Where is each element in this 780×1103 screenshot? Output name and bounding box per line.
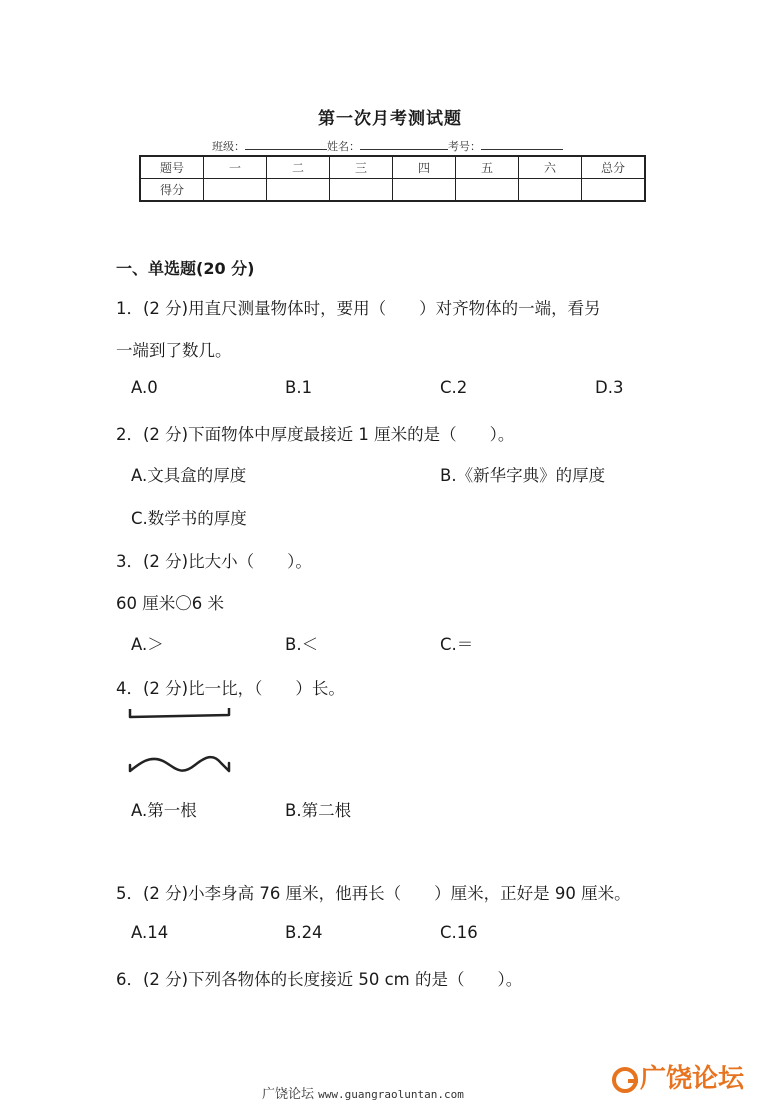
score-table-cell: 总分 [582,156,646,179]
class-label: 班级： [212,140,245,153]
question-6-text: 6．(2 分)下列各物体的长度接近 50 cm 的是（ ）。 [116,970,523,989]
score-input-cell[interactable] [330,179,393,202]
question-3-comparison: 60 厘米〇6 米 [116,594,224,613]
question-1-option-b[interactable]: B.1 [285,378,313,397]
score-input-cell[interactable] [456,179,519,202]
wavy-line-figure [130,757,229,771]
site-logo [612,1058,744,1095]
question-4-option-a[interactable]: A.第一根 [131,801,197,820]
logo-text: 广饶论坛 [640,1064,745,1094]
question-5-text: 5．(2 分)小李身高 76 厘米，他再长（ ）厘米，正好是 90 厘米。 [116,884,631,903]
score-table-cell: 一 [204,156,267,179]
question-2-option-c[interactable]: C.数学书的厚度 [131,509,247,528]
question-2-text: 2．(2 分)下面物体中厚度最接近 1 厘米的是（ ）。 [116,425,515,444]
question-3-option-a[interactable]: A.＞ [131,635,164,654]
page-title: 第一次月考测试题 [318,109,462,129]
score-input-cell[interactable] [582,179,646,202]
score-table-cell: 得分 [140,179,204,202]
question-1-option-a[interactable]: A.0 [131,378,158,397]
question-1-text-cont: 一端到了数几。 [116,341,232,360]
score-table-score-row [140,179,645,202]
question-5-option-a[interactable]: A.14 [131,923,169,942]
score-input-cell[interactable] [393,179,456,202]
score-table-cell: 四 [393,156,456,179]
score-table-cell: 五 [456,156,519,179]
score-input-cell[interactable] [267,179,330,202]
question-3-option-c[interactable]: C.＝ [440,635,474,654]
exam-no-blank [481,139,563,150]
question-1-option-d[interactable]: D.3 [595,378,624,397]
class-blank [245,139,327,150]
question-2-option-a[interactable]: A.文具盒的厚度 [131,466,247,485]
score-table-header-row [140,156,645,179]
question-1-option-c[interactable]: C.2 [440,378,468,397]
question-3-text: 3．(2 分)比大小（ ）。 [116,552,312,571]
exam-no-label: 考号： [448,140,481,153]
footer-watermark [262,1083,464,1102]
footer-site-name: 广饶论坛 [262,1087,315,1102]
question-5-option-b[interactable]: B.24 [285,923,323,942]
score-table-cell: 六 [519,156,582,179]
section-heading: 一、单选题(20 分) [116,259,255,278]
question-4-text: 4．(2 分)比一比，（ ）长。 [116,679,345,698]
score-table-cell: 题号 [140,156,204,179]
score-table-cell: 三 [330,156,393,179]
score-input-cell[interactable] [204,179,267,202]
question-3-option-b[interactable]: B.＜ [285,635,319,654]
question-5-option-c[interactable]: C.16 [440,923,478,942]
logo-g-icon [612,1067,638,1093]
footer-url[interactable]: www.guangraoluntan.com [318,1088,464,1101]
score-table-cell: 二 [267,156,330,179]
name-label: 姓名： [327,140,360,153]
score-table [139,155,646,202]
question-2-option-b[interactable]: B.《新华字典》的厚度 [440,466,606,485]
student-info-line [212,138,563,154]
question-4-option-b[interactable]: B.第二根 [285,801,352,820]
score-input-cell[interactable] [519,179,582,202]
question-1-text: 1．(2 分)用直尺测量物体时，要用（ ）对齐物体的一端，看另 [116,299,601,318]
question-4-figure [125,705,237,785]
name-blank [360,139,448,150]
straight-line-figure [130,708,229,717]
